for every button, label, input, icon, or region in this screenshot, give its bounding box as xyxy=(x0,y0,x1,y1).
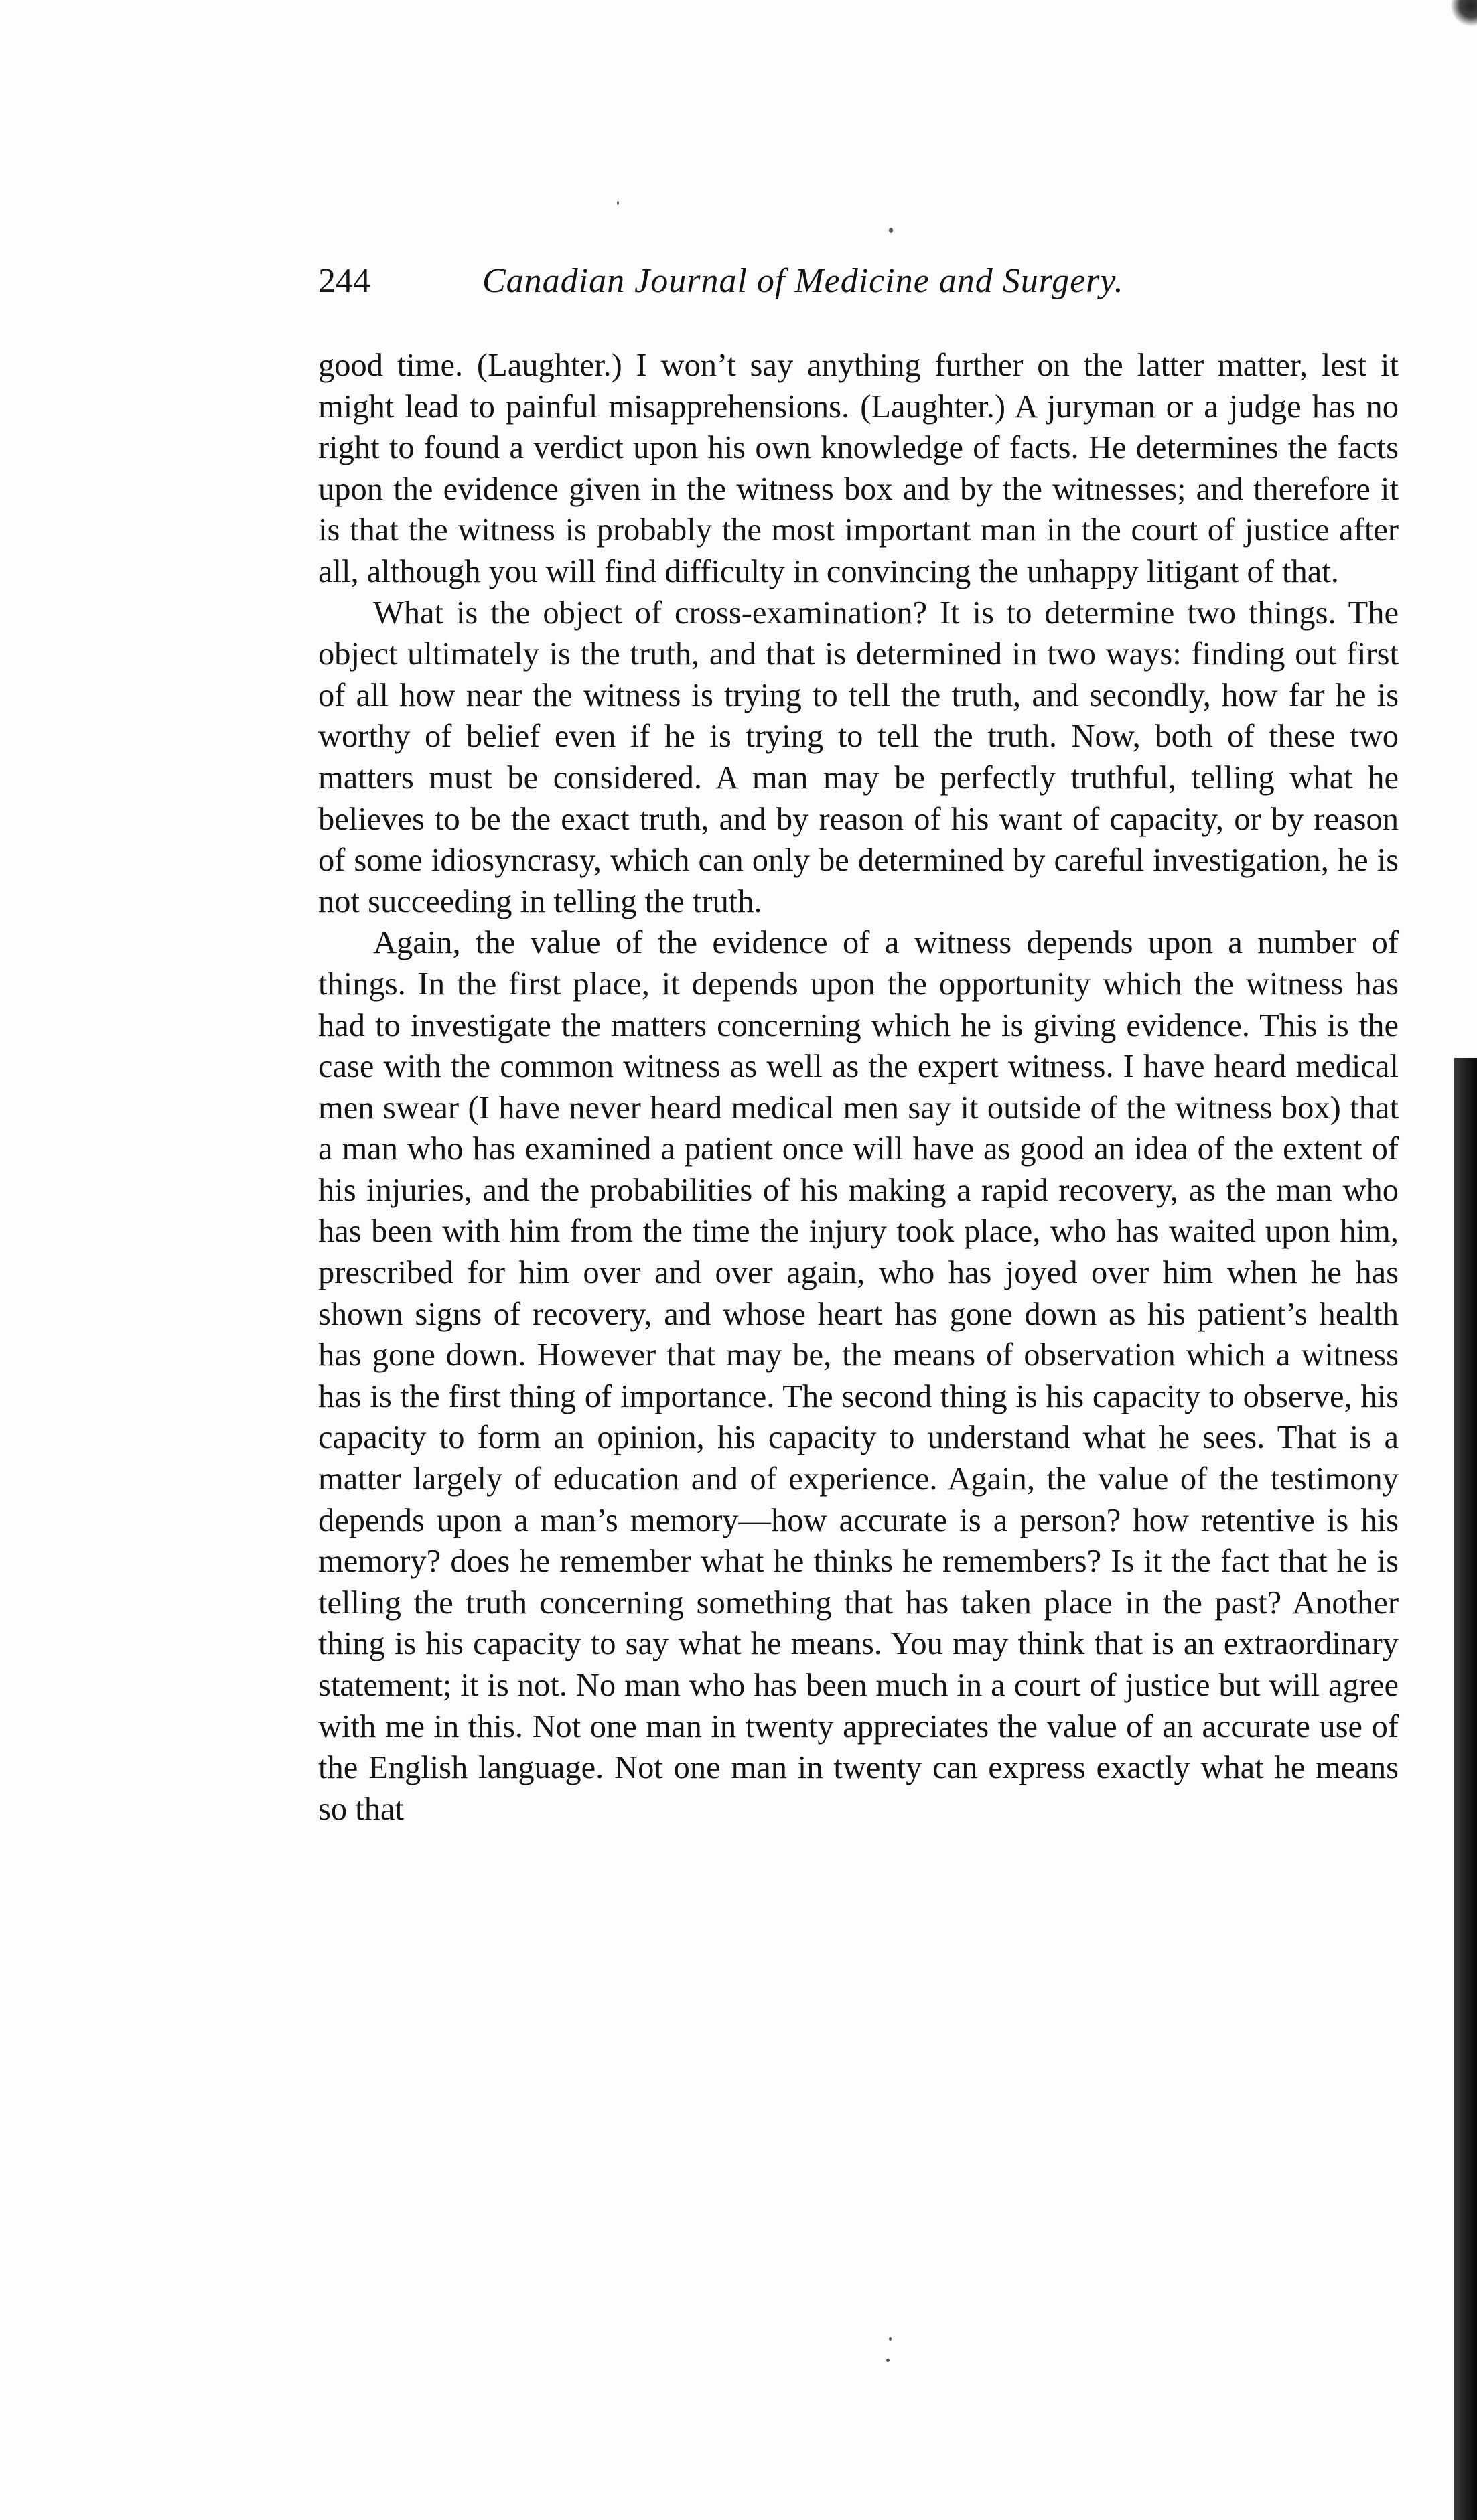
paragraph: What is the object of cross-examination? It is to determine two things. The object ultimately is the truth, and that is determined in two ways: finding out first of all how near the witness is trying to tell the truth, and secondly, how far he is worthy of belief even if he is trying to tell the truth. Now, both of these two matters must be considered. A man may be perfectly truthful, telling what he believes to be the exact truth, and by reason of his want of capacity, or by reason of some idiosyncrasy, which can only be determined by careful investigation, he is not succeeding in telling the truth. xyxy=(318,595,1399,919)
ink-speck xyxy=(617,201,619,205)
paragraph-continued: good time. (Laughter.) I won’t say anything further on the latter matter, lest it might lead to painful misapprehensions. (Laughter.) A juryman or a judge has no right to found a verdict upon his own knowledge of facts. He determines the facts upon the evidence given in the witness box and by the witnesses; and therefore it is that the witness is probably the most important man in the court of justice after all, although you will find difficulty in convincing the unhappy litigant of that. xyxy=(318,348,1399,589)
running-header xyxy=(318,258,1233,305)
page-edge-shadow xyxy=(1454,1058,1477,2520)
article-body xyxy=(318,345,1399,1830)
ink-speck xyxy=(889,228,893,233)
page-corner-shadow xyxy=(1450,0,1477,27)
ink-speck xyxy=(886,2359,890,2362)
page-number: 244 xyxy=(318,262,370,300)
ink-speck xyxy=(889,2337,892,2341)
running-title: Canadian Journal of Medicine and Surgery. xyxy=(482,262,1124,300)
paragraph: Again, the value of the evidence of a witness depends upon a number of things. In the first place, it depends upon the opportunity which the witness has had to investigate the matters concerning which he is giving evidence. This is the case with the common witness as well as the expert witness. I have heard medical men swear (I have never heard medical men say it outside of the witness box) that a man who has examined a patient once will have as good an idea of the extent of his injuries, and the probabilities of his making a rapid recovery, as the man who has been with him from the time the injury took place, who has waited upon him, prescribed for him over and over again, who has joyed over him when he has shown signs of recovery, and whose heart has gone down as his patient’s health has gone down. However that may be, the means of observation which a witness has is the first thing of importance. The second thing is his capacity to observe, his capacity to form an opinion, his capacity to understand what he sees. That is a matter largely of education and of experience. Again, the value of the testimony depends upon a man’s memory—how accurate is a person? how retentive is his memory? does he remember what he thinks he remembers? Is it the fact that he is telling the truth concerning something that has taken place in the past? Another thing is his capacity to say what he means. You may think that is an extraordinary statement; it is not. No man who has been much in a court of justice but will agree with me in this. Not one man in twenty appreciates the value of an accurate use of the English language. Not one man in twenty can express exactly what he means so that xyxy=(318,925,1399,1827)
